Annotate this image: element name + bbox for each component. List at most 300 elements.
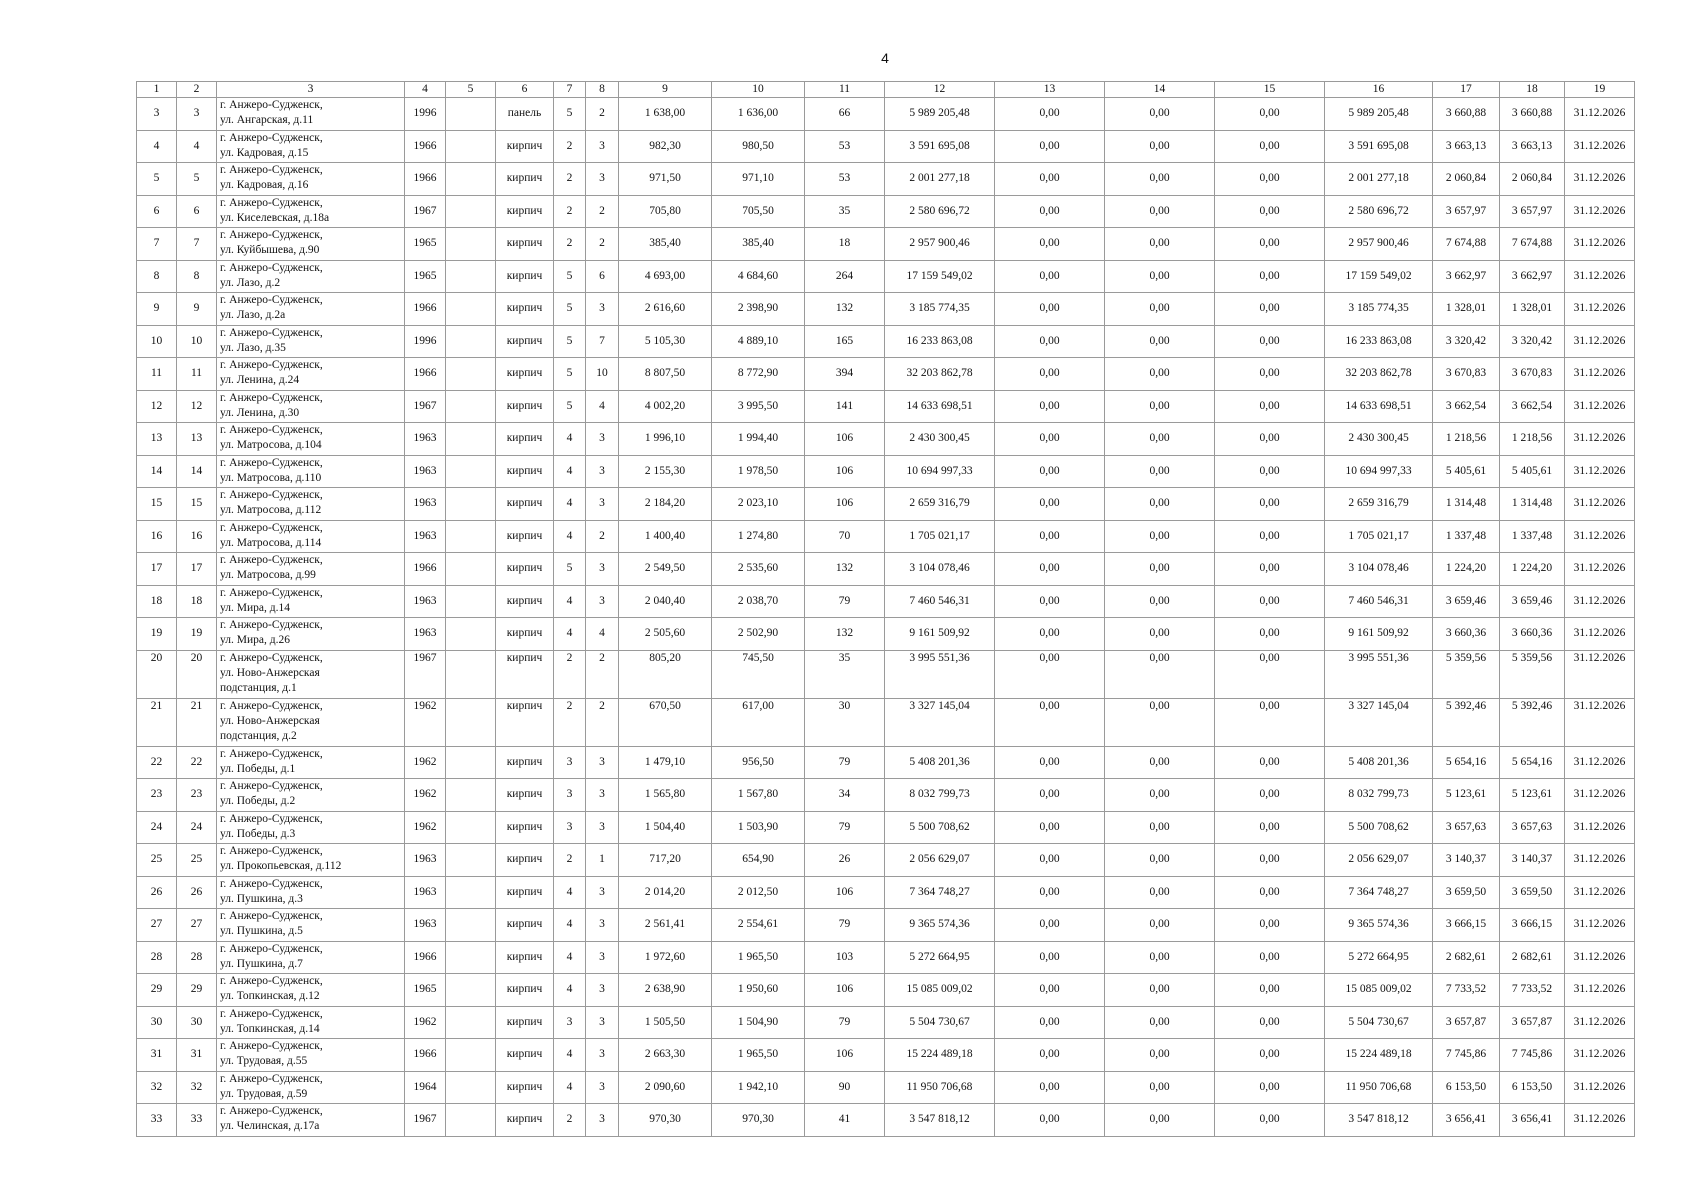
cell-c11: 90 [805,1071,885,1104]
cell-c5 [446,1006,496,1039]
cell-year: 1963 [405,455,446,488]
cell-date: 31.12.2026 [1565,163,1635,196]
cell-c16: 2 957 900,46 [1325,228,1433,261]
cell-n2: 3 [177,98,217,131]
cell-c18: 6 153,50 [1500,1071,1565,1104]
cell-c16: 17 159 549,02 [1325,260,1433,293]
cell-mat: кирпич [496,325,554,358]
address-cell [217,130,405,163]
cell-c12: 2 001 277,18 [885,163,995,196]
cell-c15: 0,00 [1215,98,1325,131]
cell-c15: 0,00 [1215,698,1325,746]
cell-en: 6 [586,260,619,293]
address-line: г. Анжеро-Судженск, [220,521,323,534]
cell-year: 1966 [405,130,446,163]
address-line: ул. Пушкина, д.5 [220,925,303,937]
cell-fl: 2 [554,130,586,163]
cell-en: 3 [586,909,619,942]
cell-a9: 2 014,20 [619,876,712,909]
address-line: г. Анжеро-Судженск, [220,229,323,241]
cell-c12: 5 408 201,36 [885,746,995,779]
cell-c18: 3 659,50 [1500,876,1565,909]
cell-n1: 3 [137,98,177,131]
cell-c5 [446,1104,496,1137]
cell-n2: 21 [177,698,217,746]
address-line: ул. Челинская, д.17а [220,1120,320,1132]
column-header-12: 12 [885,82,995,98]
cell-en: 2 [586,650,619,698]
cell-fl: 4 [554,974,586,1007]
column-header-16: 16 [1325,82,1433,98]
cell-n1: 26 [137,876,177,909]
cell-mat: кирпич [496,909,554,942]
cell-mat: кирпич [496,423,554,456]
cell-mat: кирпич [496,746,554,779]
address-line: г. Анжеро-Судженск, [220,489,323,501]
cell-c18: 3 320,42 [1500,325,1565,358]
cell-c13: 0,00 [995,1006,1105,1039]
address-line: ул. Ново-Анжерская [220,714,320,727]
cell-fl: 4 [554,909,586,942]
cell-c13: 0,00 [995,811,1105,844]
cell-a9: 2 561,41 [619,909,712,942]
cell-c11: 106 [805,488,885,521]
housing-table [136,81,1635,1137]
cell-c18: 1 337,48 [1500,520,1565,553]
cell-c18: 3 656,41 [1500,1104,1565,1137]
cell-c12: 10 694 997,33 [885,455,995,488]
cell-c12: 32 203 862,78 [885,358,995,391]
cell-n1: 31 [137,1039,177,1072]
cell-c18: 7 745,86 [1500,1039,1565,1072]
address-line: ул. Лазо, д.2 [220,276,281,289]
cell-date: 31.12.2026 [1565,585,1635,618]
cell-en: 3 [586,553,619,586]
cell-n2: 15 [177,488,217,521]
cell-c11: 53 [805,163,885,196]
cell-a9: 1 479,10 [619,746,712,779]
cell-n1: 32 [137,1071,177,1104]
cell-n1: 6 [137,195,177,228]
cell-c18: 3 660,88 [1500,98,1565,131]
cell-year: 1962 [405,779,446,812]
cell-en: 1 [586,844,619,877]
cell-a9: 1 504,40 [619,811,712,844]
cell-n2: 9 [177,293,217,326]
cell-c13: 0,00 [995,1071,1105,1104]
cell-c17: 3 659,50 [1433,876,1500,909]
cell-c16: 2 001 277,18 [1325,163,1433,196]
column-header-17: 17 [1433,82,1500,98]
cell-c5 [446,779,496,812]
cell-n1: 20 [137,650,177,698]
cell-c17: 1 314,48 [1433,488,1500,521]
address-line: ул. Пушкина, д.3 [220,892,303,905]
cell-n1: 16 [137,520,177,553]
cell-fl: 4 [554,618,586,651]
address-line: г. Анжеро-Судженск, [220,391,323,404]
address-line: ул. Ленина, д.30 [220,406,300,419]
address-cell [217,260,405,293]
cell-en: 3 [586,876,619,909]
cell-year: 1965 [405,974,446,1007]
cell-c14: 0,00 [1105,130,1215,163]
cell-n1: 24 [137,811,177,844]
cell-c18: 1 328,01 [1500,293,1565,326]
cell-c12: 5 500 708,62 [885,811,995,844]
cell-n2: 17 [177,553,217,586]
cell-c16: 11 950 706,68 [1325,1071,1433,1104]
cell-c12: 3 547 818,12 [885,1104,995,1137]
address-line: ул. Победы, д.2 [220,795,296,807]
cell-c18: 3 662,54 [1500,390,1565,423]
cell-date: 31.12.2026 [1565,618,1635,651]
cell-date: 31.12.2026 [1565,488,1635,521]
cell-mat: кирпич [496,844,554,877]
cell-date: 31.12.2026 [1565,876,1635,909]
cell-c16: 3 104 078,46 [1325,553,1433,586]
cell-c16: 5 989 205,48 [1325,98,1433,131]
cell-c12: 5 272 664,95 [885,941,995,974]
cell-a9: 1 400,40 [619,520,712,553]
cell-c11: 106 [805,423,885,456]
cell-c15: 0,00 [1215,1039,1325,1072]
cell-en: 3 [586,779,619,812]
address-cell [217,844,405,877]
cell-c11: 79 [805,1006,885,1039]
address-cell [217,228,405,261]
cell-c11: 53 [805,130,885,163]
cell-en: 3 [586,746,619,779]
cell-a9: 1 565,80 [619,779,712,812]
cell-c15: 0,00 [1215,585,1325,618]
cell-n1: 4 [137,130,177,163]
address-line: ул. Ново-Анжерская [220,666,320,679]
cell-n2: 6 [177,195,217,228]
address-line: г. Анжеро-Судженск, [220,326,323,339]
cell-c16: 32 203 862,78 [1325,358,1433,391]
address-line: ул. Лазо, д.35 [220,341,286,354]
cell-n2: 12 [177,390,217,423]
cell-c15: 0,00 [1215,455,1325,488]
cell-c16: 3 547 818,12 [1325,1104,1433,1137]
cell-c18: 7 674,88 [1500,228,1565,261]
address-cell [217,1104,405,1137]
cell-c14: 0,00 [1105,195,1215,228]
cell-n1: 27 [137,909,177,942]
cell-c17: 3 662,54 [1433,390,1500,423]
address-line: ул. Лазо, д.2а [220,309,286,321]
column-header-19: 19 [1565,82,1635,98]
address-line: ул. Матросова, д.112 [220,504,322,516]
cell-c16: 10 694 997,33 [1325,455,1433,488]
cell-date: 31.12.2026 [1565,195,1635,228]
cell-c17: 5 359,56 [1433,650,1500,698]
cell-n2: 28 [177,941,217,974]
address-cell [217,650,405,698]
cell-year: 1996 [405,98,446,131]
cell-year: 1967 [405,390,446,423]
cell-c15: 0,00 [1215,650,1325,698]
cell-fl: 3 [554,1006,586,1039]
cell-c14: 0,00 [1105,163,1215,196]
cell-c14: 0,00 [1105,1071,1215,1104]
cell-c18: 3 666,15 [1500,909,1565,942]
cell-n2: 32 [177,1071,217,1104]
cell-n1: 9 [137,293,177,326]
address-line: ул. Ленина, д.24 [220,374,300,386]
cell-a10: 1 978,50 [712,455,805,488]
address-cell [217,1006,405,1039]
address-cell [217,746,405,779]
cell-n1: 11 [137,358,177,391]
cell-c11: 106 [805,876,885,909]
cell-c15: 0,00 [1215,520,1325,553]
cell-n2: 5 [177,163,217,196]
address-line: г. Анжеро-Судженск, [220,942,323,955]
cell-c17: 3 320,42 [1433,325,1500,358]
cell-n2: 24 [177,811,217,844]
cell-c13: 0,00 [995,650,1105,698]
cell-c14: 0,00 [1105,390,1215,423]
cell-mat: кирпич [496,1006,554,1039]
cell-mat: кирпич [496,520,554,553]
address-cell [217,585,405,618]
address-cell [217,941,405,974]
cell-fl: 5 [554,553,586,586]
cell-c16: 2 056 629,07 [1325,844,1433,877]
cell-fl: 5 [554,390,586,423]
cell-c14: 0,00 [1105,325,1215,358]
cell-a9: 2 549,50 [619,553,712,586]
cell-date: 31.12.2026 [1565,941,1635,974]
cell-c12: 3 591 695,08 [885,130,995,163]
cell-date: 31.12.2026 [1565,228,1635,261]
cell-c11: 394 [805,358,885,391]
table-row [137,195,1635,228]
cell-year: 1967 [405,650,446,698]
cell-n1: 28 [137,941,177,974]
column-header-3: 3 [217,82,405,98]
table-row [137,423,1635,456]
cell-fl: 5 [554,260,586,293]
address-line: ул. Трудовая, д.59 [220,1087,308,1100]
cell-c18: 3 662,97 [1500,260,1565,293]
address-line: ул. Матросова, д.104 [220,439,322,451]
cell-n2: 8 [177,260,217,293]
cell-c11: 26 [805,844,885,877]
cell-c11: 103 [805,941,885,974]
cell-en: 3 [586,974,619,1007]
cell-a9: 385,40 [619,228,712,261]
cell-year: 1963 [405,844,446,877]
cell-date: 31.12.2026 [1565,423,1635,456]
cell-c14: 0,00 [1105,358,1215,391]
cell-c5 [446,941,496,974]
column-header-5: 5 [446,82,496,98]
address-cell [217,293,405,326]
cell-c11: 30 [805,698,885,746]
cell-fl: 5 [554,98,586,131]
table-row [137,390,1635,423]
cell-c5 [446,1039,496,1072]
cell-year: 1962 [405,1006,446,1039]
cell-c15: 0,00 [1215,974,1325,1007]
table-row [137,1006,1635,1039]
table-row [137,811,1635,844]
cell-c17: 7 674,88 [1433,228,1500,261]
cell-en: 4 [586,618,619,651]
cell-c11: 34 [805,779,885,812]
cell-fl: 5 [554,325,586,358]
cell-c18: 1 224,20 [1500,553,1565,586]
cell-c14: 0,00 [1105,260,1215,293]
cell-c5 [446,98,496,131]
cell-a10: 385,40 [712,228,805,261]
address-line: подстанция, д.2 [220,729,297,742]
cell-a10: 1 965,50 [712,1039,805,1072]
address-line: ул. Матросова, д.99 [220,569,316,581]
cell-c16: 3 591 695,08 [1325,130,1433,163]
cell-c12: 9 365 574,36 [885,909,995,942]
cell-c13: 0,00 [995,228,1105,261]
cell-a10: 1 567,80 [712,779,805,812]
cell-fl: 5 [554,358,586,391]
cell-n2: 10 [177,325,217,358]
cell-c13: 0,00 [995,1104,1105,1137]
cell-a9: 5 105,30 [619,325,712,358]
cell-c13: 0,00 [995,585,1105,618]
cell-c11: 66 [805,98,885,131]
cell-date: 31.12.2026 [1565,455,1635,488]
table-row [137,293,1635,326]
cell-year: 1963 [405,585,446,618]
cell-c5 [446,195,496,228]
cell-c18: 2 682,61 [1500,941,1565,974]
cell-c15: 0,00 [1215,163,1325,196]
table-row [137,974,1635,1007]
address-cell [217,390,405,423]
address-cell [217,520,405,553]
cell-c13: 0,00 [995,1039,1105,1072]
cell-c11: 70 [805,520,885,553]
cell-c17: 3 657,63 [1433,811,1500,844]
cell-date: 31.12.2026 [1565,909,1635,942]
column-header-7: 7 [554,82,586,98]
cell-a10: 2 502,90 [712,618,805,651]
cell-date: 31.12.2026 [1565,811,1635,844]
cell-fl: 5 [554,293,586,326]
cell-a9: 2 505,60 [619,618,712,651]
cell-mat: кирпич [496,195,554,228]
cell-c14: 0,00 [1105,779,1215,812]
cell-fl: 4 [554,423,586,456]
cell-fl: 2 [554,698,586,746]
cell-c18: 3 670,83 [1500,358,1565,391]
address-line: ул. Киселевская, д.18а [220,211,330,224]
cell-a10: 1 965,50 [712,941,805,974]
cell-c5 [446,585,496,618]
cell-c12: 2 056 629,07 [885,844,995,877]
address-line: ул. Топкинская, д.12 [220,990,320,1002]
cell-c11: 165 [805,325,885,358]
cell-a9: 2 040,40 [619,585,712,618]
cell-date: 31.12.2026 [1565,553,1635,586]
cell-c13: 0,00 [995,325,1105,358]
cell-en: 3 [586,423,619,456]
cell-c14: 0,00 [1105,618,1215,651]
cell-c14: 0,00 [1105,909,1215,942]
cell-c15: 0,00 [1215,876,1325,909]
address-line: г. Анжеро-Судженск, [220,1040,323,1052]
cell-c17: 1 218,56 [1433,423,1500,456]
cell-c15: 0,00 [1215,1071,1325,1104]
cell-mat: кирпич [496,585,554,618]
address-line: г. Анжеро-Судженск, [220,780,323,792]
cell-mat: панель [496,98,554,131]
cell-c12: 3 327 145,04 [885,698,995,746]
address-line: ул. Пушкина, д.7 [220,957,303,970]
cell-c14: 0,00 [1105,488,1215,521]
cell-c14: 0,00 [1105,876,1215,909]
cell-en: 3 [586,130,619,163]
address-line: ул. Матросова, д.114 [220,536,322,549]
column-header-6: 6 [496,82,554,98]
cell-c14: 0,00 [1105,1039,1215,1072]
cell-n1: 21 [137,698,177,746]
address-cell [217,876,405,909]
address-cell [217,455,405,488]
cell-a10: 4 889,10 [712,325,805,358]
cell-en: 3 [586,488,619,521]
cell-c18: 5 405,61 [1500,455,1565,488]
cell-en: 3 [586,585,619,618]
cell-c14: 0,00 [1105,746,1215,779]
cell-c17: 3 663,13 [1433,130,1500,163]
table-row [137,325,1635,358]
cell-c5 [446,1071,496,1104]
cell-c13: 0,00 [995,163,1105,196]
cell-n2: 26 [177,876,217,909]
cell-c15: 0,00 [1215,811,1325,844]
cell-date: 31.12.2026 [1565,746,1635,779]
cell-c11: 79 [805,811,885,844]
cell-c11: 141 [805,390,885,423]
cell-c5 [446,909,496,942]
cell-c17: 3 657,97 [1433,195,1500,228]
address-line: г. Анжеро-Судженск, [220,812,323,825]
cell-c12: 15 224 489,18 [885,1039,995,1072]
cell-c17: 6 153,50 [1433,1071,1500,1104]
cell-c13: 0,00 [995,260,1105,293]
address-line: г. Анжеро-Судженск, [220,975,323,987]
cell-c5 [446,358,496,391]
cell-n2: 25 [177,844,217,877]
cell-c11: 35 [805,195,885,228]
cell-mat: кирпич [496,553,554,586]
cell-mat: кирпич [496,293,554,326]
cell-a9: 1 638,00 [619,98,712,131]
cell-c11: 132 [805,293,885,326]
column-header-4: 4 [405,82,446,98]
address-line: ул. Мира, д.14 [220,601,290,614]
cell-mat: кирпич [496,974,554,1007]
cell-c5 [446,698,496,746]
cell-fl: 4 [554,941,586,974]
cell-c12: 9 161 509,92 [885,618,995,651]
cell-n2: 33 [177,1104,217,1137]
cell-c14: 0,00 [1105,553,1215,586]
